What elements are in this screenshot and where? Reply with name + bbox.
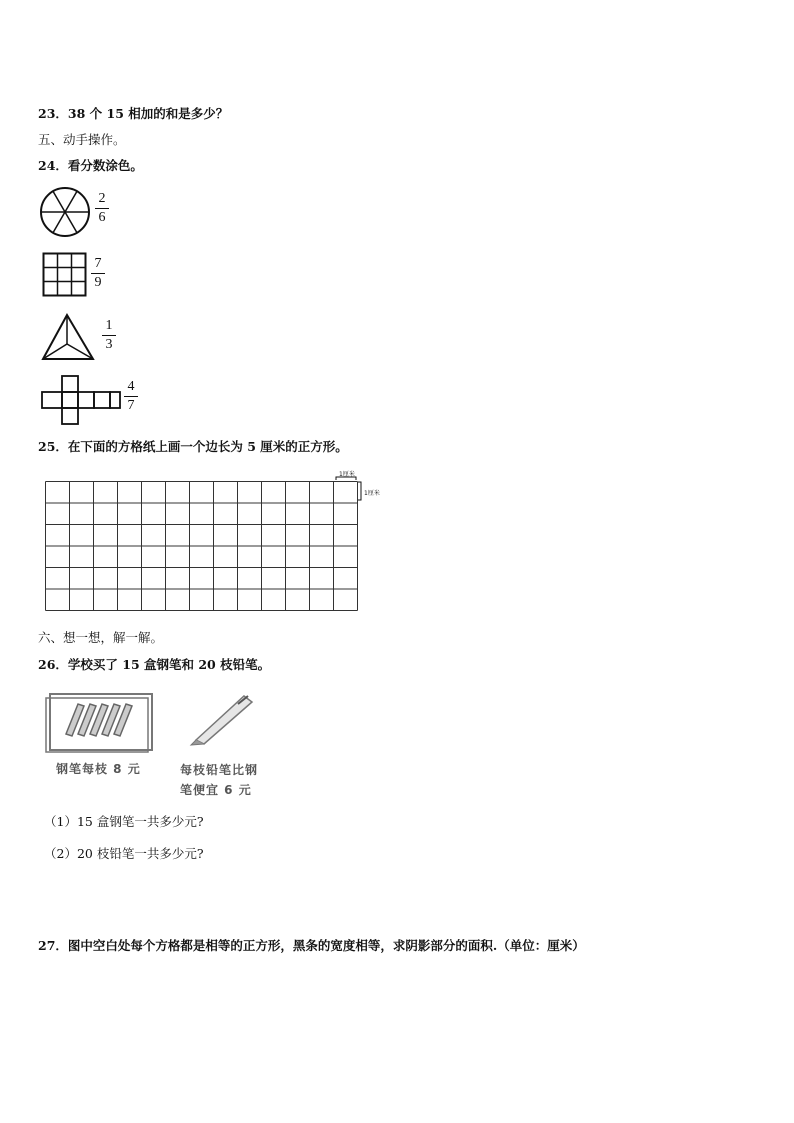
square-ninths-shape[interactable] [42, 252, 88, 298]
pencil-price-caption-line2: 笔便宜 6 元 [180, 783, 252, 797]
question-26: 26．学校买了 15 盒钢笔和 20 枝铅笔。 [38, 657, 271, 672]
fraction-bar [91, 273, 105, 274]
question-24: 24．看分数涂色。 [38, 158, 143, 173]
fraction-triangle [102, 318, 116, 353]
pencil-price-caption-line1: 每枝铅笔比钢 [180, 763, 259, 777]
section-6-heading: 六、想一想，解一解。 [38, 630, 164, 645]
fraction-numerator: 7 [94, 256, 102, 271]
question-26-part2: （2）20 枝铅笔一共多少元? [44, 846, 204, 861]
fraction-grid [91, 256, 105, 291]
question-23: 23．38 个 15 相加的和是多少？ [38, 106, 229, 121]
circle-sixths-shape[interactable] [38, 185, 92, 239]
fraction-bar [102, 335, 116, 336]
fraction-numerator: 4 [127, 379, 135, 394]
fraction-denominator: 3 [105, 337, 113, 352]
triangle-thirds-shape[interactable] [40, 312, 96, 362]
fraction-cross [124, 379, 138, 414]
pencil-image [188, 690, 260, 746]
question-25: 25．在下面的方格纸上画一个边长为 5 厘米的正方形。 [38, 439, 348, 454]
fraction-denominator: 6 [98, 210, 106, 225]
fraction-denominator: 9 [94, 275, 102, 290]
cross-net-sevenths-shape[interactable] [40, 374, 122, 426]
fraction-circle [95, 191, 109, 226]
unit-width-label: 1厘米 [339, 471, 355, 478]
section-5-heading: 五、动手操作。 [38, 132, 126, 147]
fraction-bar [124, 396, 138, 397]
fraction-denominator: 7 [127, 398, 135, 413]
fraction-numerator: 1 [105, 318, 113, 333]
fraction-numerator: 2 [98, 191, 106, 206]
grid-paper[interactable] [44, 480, 364, 616]
pen-box-image [44, 690, 154, 754]
question-26-part1: （1）15 盒钢笔一共多少元? [44, 814, 204, 829]
fraction-bar [95, 208, 109, 209]
question-27: 27．图中空白处每个方格都是相等的正方形，黑条的宽度相等，求阴影部分的面积.（单位：厘米） [38, 938, 585, 953]
pen-price-caption: 钢笔每枝 8 元 [56, 762, 141, 776]
unit-height-label: 1厘米 [364, 490, 380, 497]
